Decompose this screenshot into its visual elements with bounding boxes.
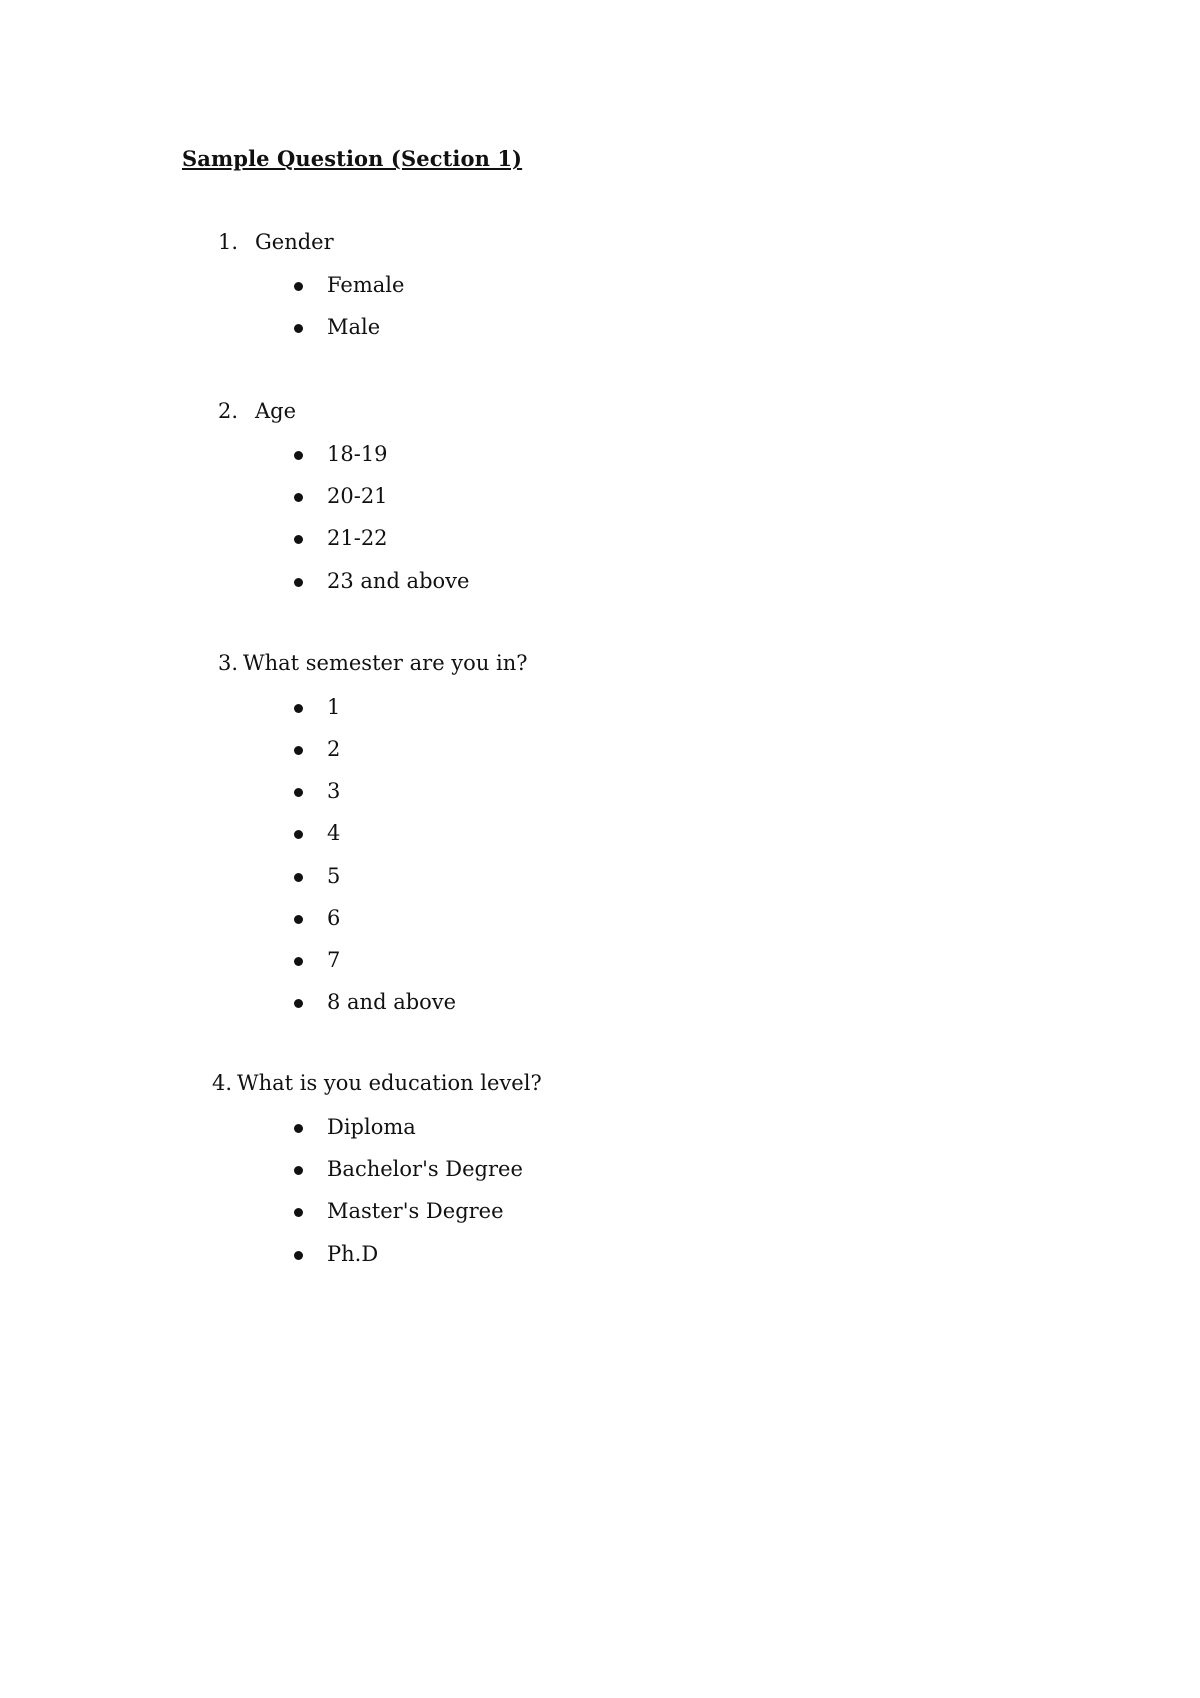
- bullet-icon: [294, 1251, 303, 1260]
- bullet-icon: [294, 324, 303, 333]
- option-label: Ph.D: [327, 1242, 379, 1266]
- option-label: Male: [327, 315, 381, 339]
- bullet-icon: [294, 999, 303, 1008]
- bullet-icon: [294, 1166, 303, 1175]
- bullet-icon: [294, 451, 303, 460]
- question-number: 4.: [212, 1071, 233, 1095]
- bullet-icon: [294, 788, 303, 797]
- option-label: 5: [327, 864, 341, 888]
- option-label: Master's Degree: [327, 1199, 504, 1223]
- document-title: Sample Question (Section 1): [182, 146, 523, 171]
- option-label: 6: [327, 906, 341, 930]
- option-label: Female: [327, 273, 405, 297]
- option-label: 21-22: [327, 526, 388, 550]
- option-label: 3: [327, 779, 341, 803]
- option-label: 18-19: [327, 442, 388, 466]
- bullet-icon: [294, 535, 303, 544]
- bullet-icon: [294, 1124, 303, 1133]
- bullet-icon: [294, 282, 303, 291]
- bullet-icon: [294, 915, 303, 924]
- option-label: 1: [327, 695, 341, 719]
- bullet-icon: [294, 493, 303, 502]
- question-number: 3.: [218, 651, 239, 675]
- option-label: Bachelor's Degree: [327, 1157, 523, 1181]
- option-label: Diploma: [327, 1115, 416, 1139]
- bullet-icon: [294, 704, 303, 713]
- option-label: 8 and above: [327, 990, 457, 1014]
- option-label: 23 and above: [327, 569, 470, 593]
- bullet-icon: [294, 578, 303, 587]
- bullet-icon: [294, 957, 303, 966]
- option-label: 7: [327, 948, 341, 972]
- question-number: 2.: [218, 399, 239, 423]
- question-number: 1.: [218, 230, 239, 254]
- bullet-icon: [294, 873, 303, 882]
- option-label: 4: [327, 821, 341, 845]
- bullet-icon: [294, 830, 303, 839]
- question-text: What semester are you in?: [243, 651, 528, 675]
- option-label: 20-21: [327, 484, 388, 508]
- bullet-icon: [294, 746, 303, 755]
- question-text: What is you education level?: [237, 1071, 542, 1095]
- question-text: Age: [255, 399, 297, 423]
- bullet-icon: [294, 1208, 303, 1217]
- question-text: Gender: [255, 230, 334, 254]
- option-label: 2: [327, 737, 341, 761]
